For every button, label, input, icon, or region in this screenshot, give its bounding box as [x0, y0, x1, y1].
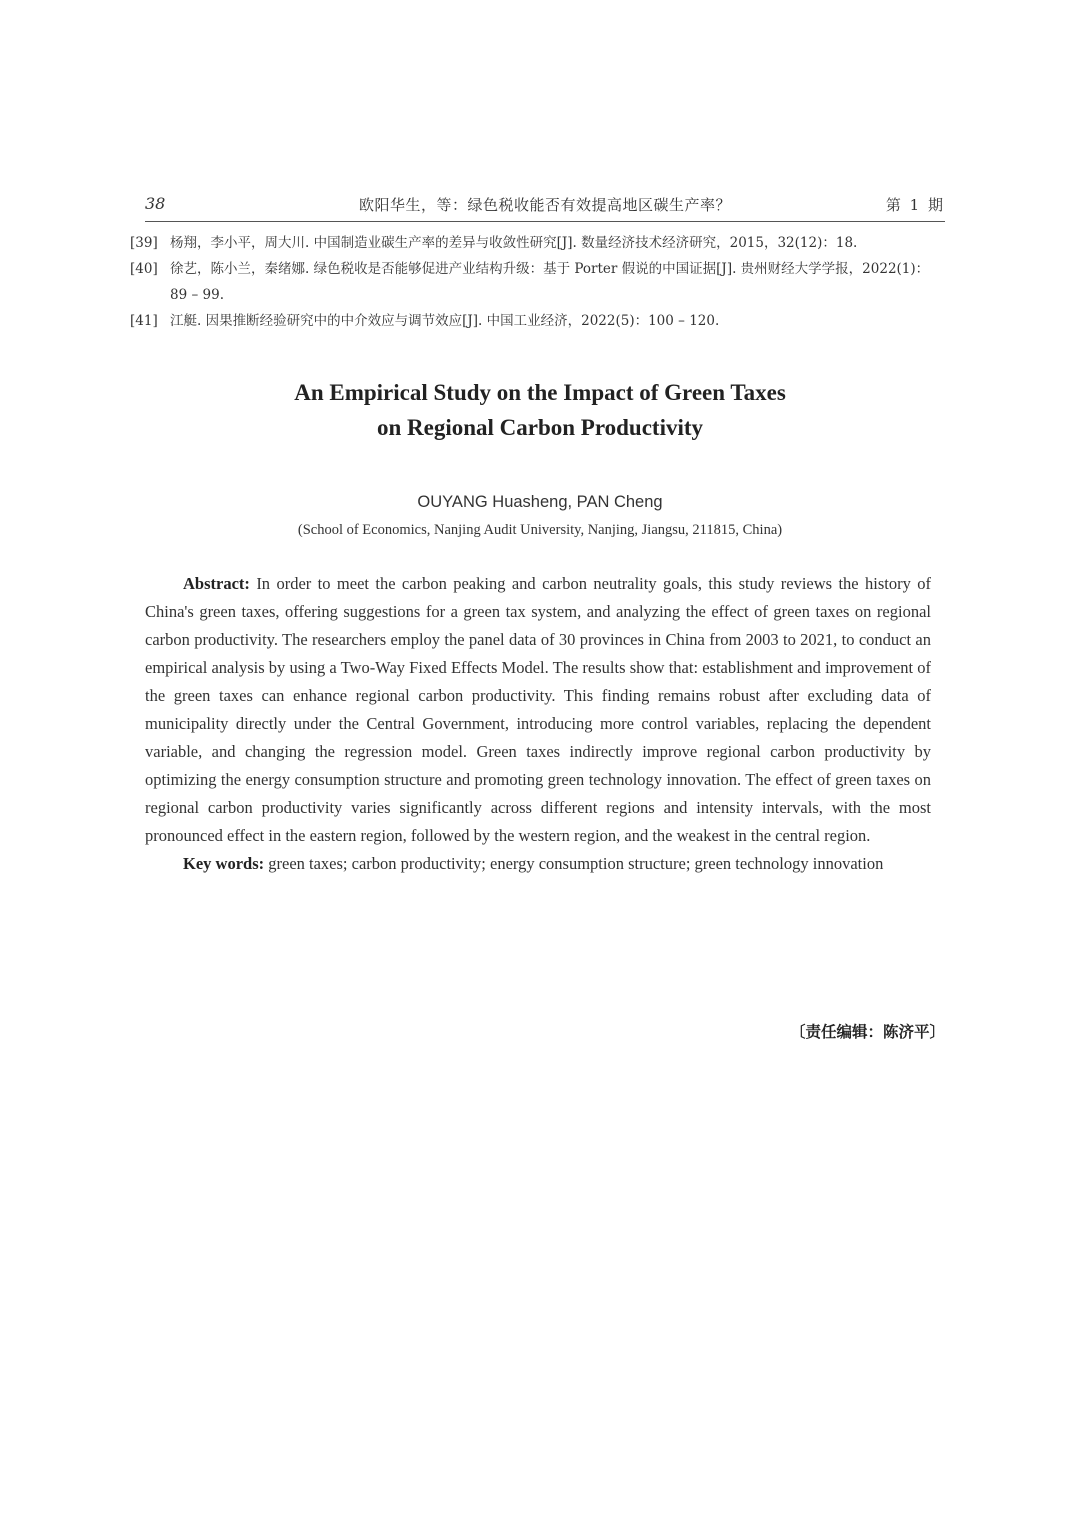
page-number: 38	[145, 194, 166, 213]
reference-number: [39]	[130, 235, 158, 251]
affiliation: (School of Economics, Nanjing Audit University, Nanjing, Jiangsu, 211815, China)	[297, 522, 783, 538]
paper-title	[145, 375, 935, 445]
reference-item	[130, 230, 945, 256]
abstract-paragraph	[145, 570, 931, 850]
paper-title-line: An Empirical Study on the Impact of Green Taxes	[294, 380, 786, 405]
reference-list	[130, 230, 945, 334]
reference-text: 杨翔，李小平，周大川. 中国制造业碳生产率的差异与收敛性研究[J]. 数量经济技术经济研究，2015，32(12)：18.	[170, 235, 858, 251]
issue-label: 第 1 期	[885, 196, 945, 214]
authors: OUYANG Huasheng, PAN Cheng	[417, 493, 663, 511]
reference-item	[130, 256, 945, 308]
responsible-editor: 〔责任编辑：陈济平〕	[789, 1023, 945, 1041]
running-title: 欧阳华生，等：绿色税收能否有效提高地区碳生产率？	[358, 196, 731, 214]
reference-number: [40]	[130, 261, 158, 277]
abstract-label: Abstract:	[183, 574, 250, 593]
keywords-text: green taxes; carbon productivity; energy consumption structure; green technology innovation	[268, 854, 884, 873]
header-divider	[145, 221, 945, 222]
abstract-text: In order to meet the carbon peaking and carbon neutrality goals, this study reviews the history of China's green taxes, offering suggestions for a green tax system, and analyzing the effect of green taxes on regional carbon productivity. The researchers employ the panel data of 30 provinces in China from 2003 to 2021, to conduct an empirical analysis by using a Two-Way Fixed Effects Model. The results show that: establishment and improvement of the green taxes can enhance regional carbon productivity. This finding remains robust after excluding data of municipality directly under the Central Government, introducing more control variables, replacing the dependent variable, and changing the regression model. Green taxes indirectly improve regional carbon productivity by optimizing the energy consumption structure and promoting green technology innovation. The effect of green taxes on regional carbon productivity varies significantly across different regions and intensity intervals, with the most pronounced effect in the eastern region, followed by the western region, and the weakest in the central region.	[145, 574, 932, 845]
reference-item	[130, 308, 945, 334]
keywords-label: Key words:	[183, 854, 265, 873]
reference-text: 徐艺，陈小兰，秦绪娜. 绿色税收是否能够促进产业结构升级：基于 Porter 假说的中国证据[J]. 贵州财经大学学报，2022(1)：89 – 99.	[170, 261, 930, 303]
running-header	[145, 192, 945, 218]
abstract-section	[145, 570, 931, 878]
paper-title-line: on Regional Carbon Productivity	[376, 415, 704, 440]
reference-number: [41]	[130, 313, 158, 329]
reference-text: 江艇. 因果推断经验研究中的中介效应与调节效应[J]. 中国工业经济，2022(5)：100 – 120.	[170, 313, 720, 329]
keywords-paragraph	[145, 850, 931, 878]
